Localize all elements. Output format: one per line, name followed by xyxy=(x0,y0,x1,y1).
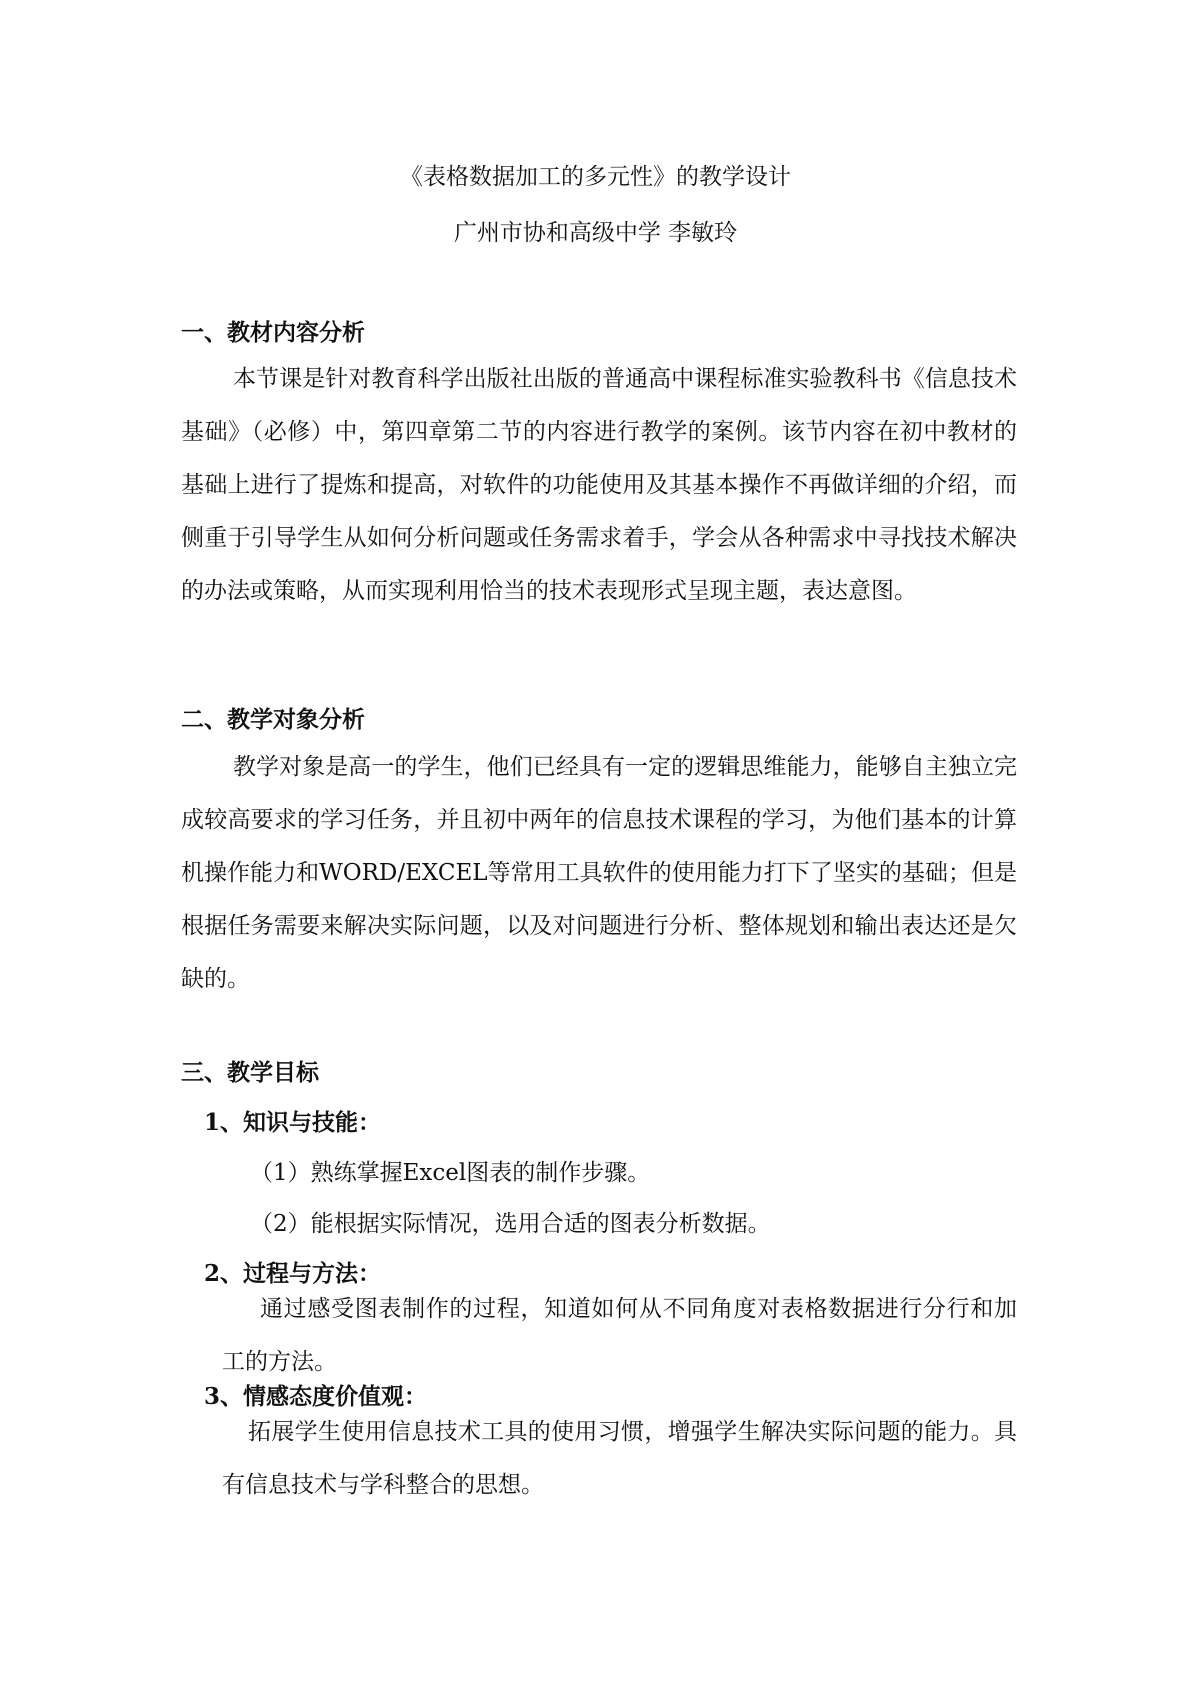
goal-heading: 3、情感态度价值观： xyxy=(204,1383,428,1410)
section-heading: 三、教学目标 xyxy=(181,1059,319,1086)
section-paragraph: 教学对象是高一的学生，他们已经具有一定的逻辑思维能力，能够自主独立完成较高要求的学习任务，并且初中两年的信息技术课程的学习，为他们基本的计算机操作能力和WORD/EXCEL等常用工具软件的使用能力打下了坚实的基础；但是根据任务需要来解决实际问题，以及对问题进行分析、整体规划和输出表达还是欠缺的。 xyxy=(181,754,1017,992)
goal-item: （2）能根据实际情况，选用合适的图表分析数据。 xyxy=(250,1211,771,1237)
section-paragraph: 本节课是针对教育科学出版社出版的普通高中课程标准实验教科书《信息技术基础》（必修）中，第四章第二节的内容进行教学的案例。该节内容在初中教材的基础上进行了提炼和提高，对软件的功能使用及其基本操作不再做详细的介绍，而侧重于引导学生从如何分析问题或任务需求着手，学会从各种需求中寻找技术解决的办法或策略，从而实现利用恰当的技术表现形式呈现主题，表达意图。 xyxy=(181,366,1017,604)
goal-text: 拓展学生使用信息技术工具的使用习惯，增强学生解决实际问题的能力。具有信息技术与学科整合的思想。 xyxy=(222,1419,1017,1498)
section-heading: 二、教学对象分析 xyxy=(181,706,365,733)
section-heading: 一、教材内容分析 xyxy=(181,319,365,346)
goal-heading: 2、过程与方法： xyxy=(204,1260,382,1287)
author-line: 广州市协和高级中学 李敏玲 xyxy=(453,220,738,246)
goal-heading: 1、知识与技能： xyxy=(204,1109,382,1136)
document-title: 《表格数据加工的多元性》的教学设计 xyxy=(400,164,791,190)
goal-text: 通过感受图表制作的过程，知道如何从不同角度对表格数据进行分行和加工的方法。 xyxy=(222,1296,1017,1375)
goal-item: （1）熟练掌握Excel图表的制作步骤。 xyxy=(250,1160,651,1186)
